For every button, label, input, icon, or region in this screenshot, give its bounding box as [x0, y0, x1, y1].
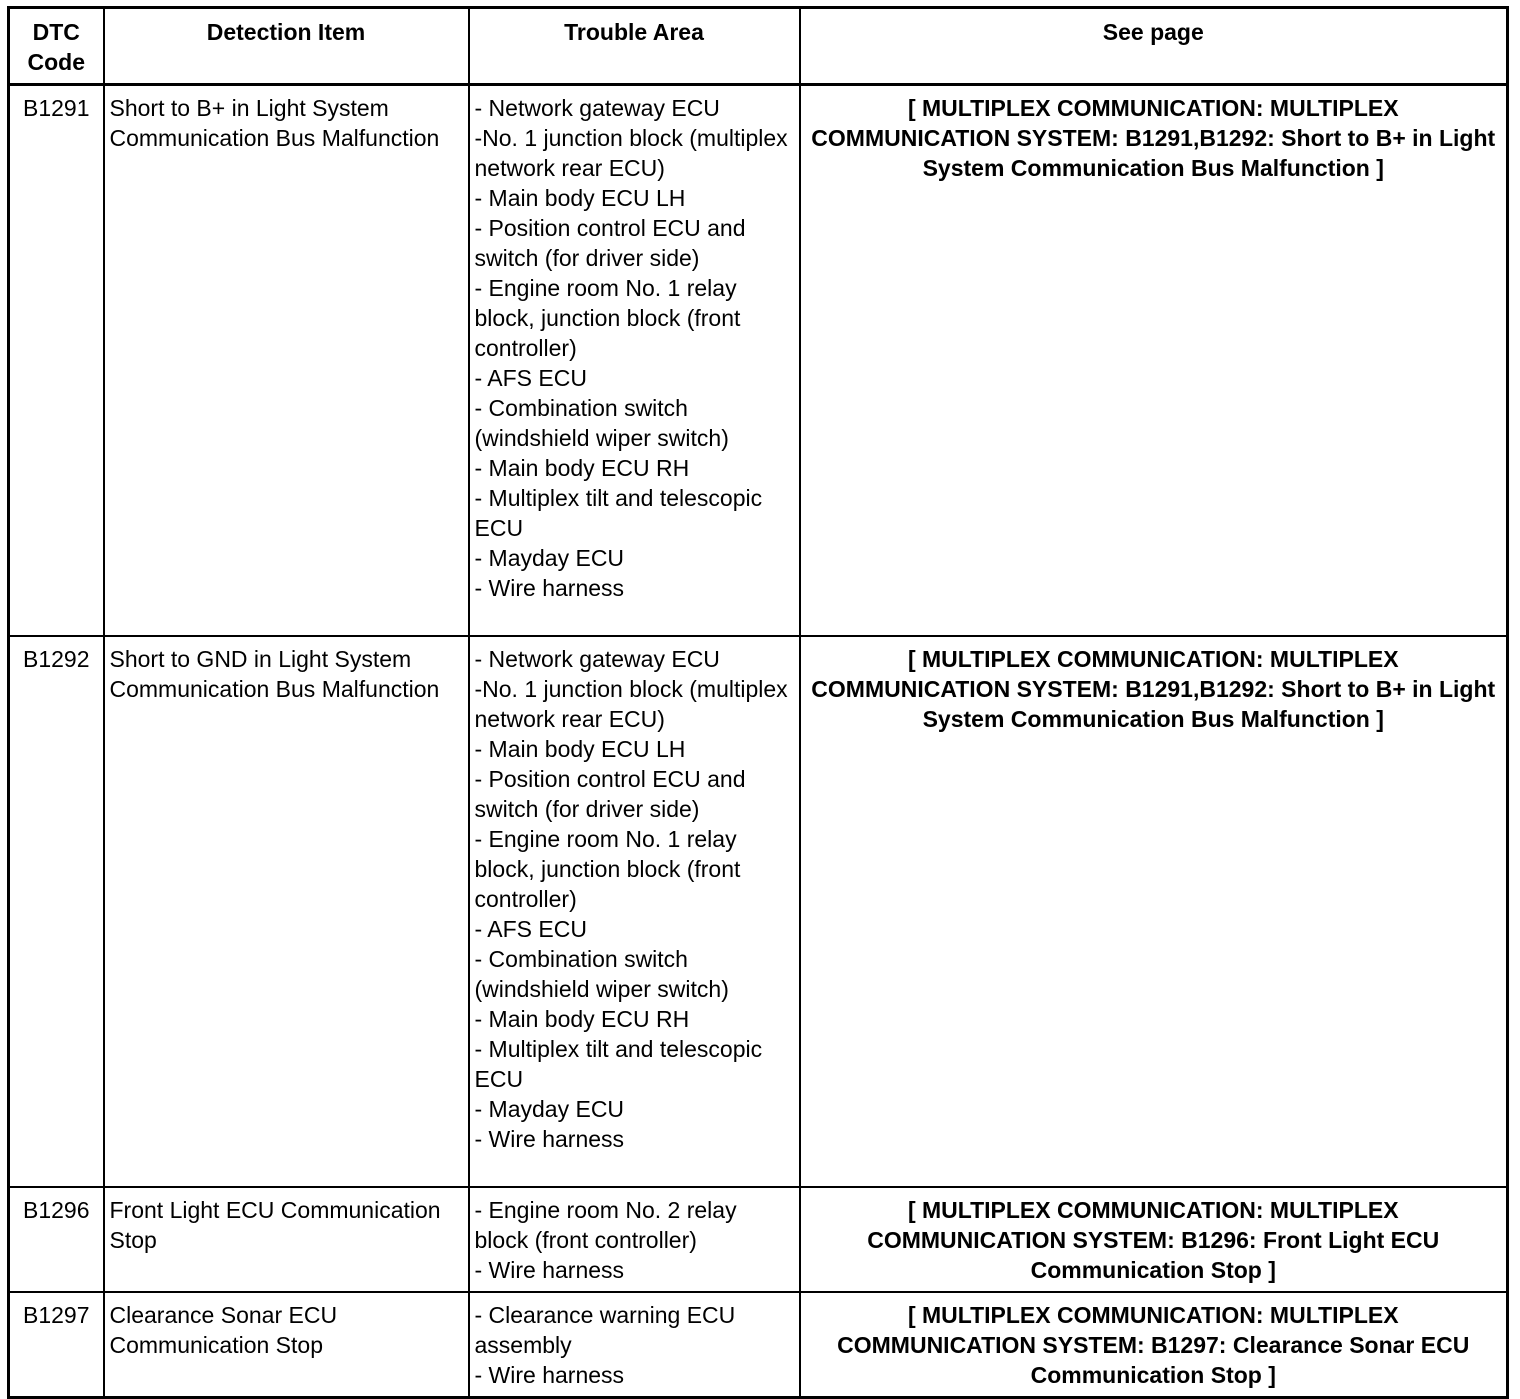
trouble-area-item: - Engine room No. 2 relay block (front controller): [474, 1197, 737, 1253]
trouble-area-item: - Combination switch (windshield wiper switch): [474, 395, 729, 451]
dtc-code-cell: B1292: [9, 636, 104, 1187]
trouble-area-item: - Main body ECU LH: [474, 736, 686, 762]
trouble-area-item: - Wire harness: [474, 1257, 625, 1283]
detection-item-cell: Short to GND in Light System Communication Bus Malfunction: [104, 636, 469, 1187]
trouble-area-cell: [469, 636, 800, 1187]
trouble-area-item: - Wire harness: [474, 1362, 625, 1388]
trouble-area-item: - Combination switch (windshield wiper switch): [474, 946, 729, 1002]
trouble-area-item: - Multiplex tilt and telescopic ECU: [474, 485, 763, 541]
trouble-area-item: - Position control ECU and switch (for driver side): [474, 215, 746, 271]
trouble-area-item: - Main body ECU RH: [474, 1006, 690, 1032]
trouble-area-item: -No. 1 junction block (multiplex network rear ECU): [474, 676, 788, 732]
trouble-area-item: - Network gateway ECU: [474, 95, 720, 121]
trouble-area-item: - Engine room No. 1 relay block, junction block (front controller): [474, 275, 741, 361]
trouble-area-item: - Position control ECU and switch (for driver side): [474, 766, 746, 822]
header-detection-item: Detection Item: [104, 8, 469, 85]
trouble-area-item: - AFS ECU: [474, 916, 587, 942]
table-row: [9, 85, 1508, 637]
trouble-area-item: - Wire harness: [474, 575, 625, 601]
trouble-area-item: - Multiplex tilt and telescopic ECU: [474, 1036, 763, 1092]
trouble-area-item: - Main body ECU LH: [474, 185, 686, 211]
table-row: [9, 636, 1508, 1187]
header-row: [9, 8, 1508, 85]
dtc-code-cell: B1291: [9, 85, 104, 637]
detection-item-cell: Short to B+ in Light System Communication Bus Malfunction: [104, 85, 469, 637]
dtc-code-cell: B1296: [9, 1187, 104, 1292]
see-page-link[interactable]: [ MULTIPLEX COMMUNICATION: MULTIPLEX COMMUNICATION SYSTEM: B1291,B1292: Short to B+ in Light System Communication Bus Malfunction ]: [800, 85, 1508, 637]
see-page-link[interactable]: [ MULTIPLEX COMMUNICATION: MULTIPLEX COMMUNICATION SYSTEM: B1296: Front Light ECU Communication Stop ]: [800, 1187, 1508, 1292]
trouble-area-item: - Wire harness: [474, 1126, 625, 1152]
detection-item-cell: Clearance Sonar ECU Communication Stop: [104, 1292, 469, 1398]
trouble-area-item: - Mayday ECU: [474, 545, 625, 571]
see-page-link[interactable]: [ MULTIPLEX COMMUNICATION: MULTIPLEX COMMUNICATION SYSTEM: B1291,B1292: Short to B+ in Light System Communication Bus Malfunction ]: [800, 636, 1508, 1187]
header-see-page: See page: [800, 8, 1508, 85]
trouble-area-item: - Network gateway ECU: [474, 646, 720, 672]
trouble-area-cell: [469, 85, 800, 637]
trouble-area-cell: [469, 1187, 800, 1292]
trouble-area-item: -No. 1 junction block (multiplex network rear ECU): [474, 125, 788, 181]
trouble-area-item: - Main body ECU RH: [474, 455, 690, 481]
header-dtc-code: DTC Code: [9, 8, 104, 85]
dtc-table: [7, 6, 1509, 1399]
detection-item-cell: Front Light ECU Communication Stop: [104, 1187, 469, 1292]
trouble-area-item: - Engine room No. 1 relay block, junction block (front controller): [474, 826, 741, 912]
dtc-code-cell: B1297: [9, 1292, 104, 1398]
trouble-area-item: - AFS ECU: [474, 365, 587, 391]
trouble-area-item: - Mayday ECU: [474, 1096, 625, 1122]
header-trouble-area: Trouble Area: [469, 8, 800, 85]
trouble-area-cell: [469, 1292, 800, 1398]
table-row: [9, 1292, 1508, 1398]
trouble-area-item: - Clearance warning ECU assembly: [474, 1302, 736, 1358]
see-page-link[interactable]: [ MULTIPLEX COMMUNICATION: MULTIPLEX COMMUNICATION SYSTEM: B1297: Clearance Sonar ECU Communication Stop ]: [800, 1292, 1508, 1398]
table-row: [9, 1187, 1508, 1292]
